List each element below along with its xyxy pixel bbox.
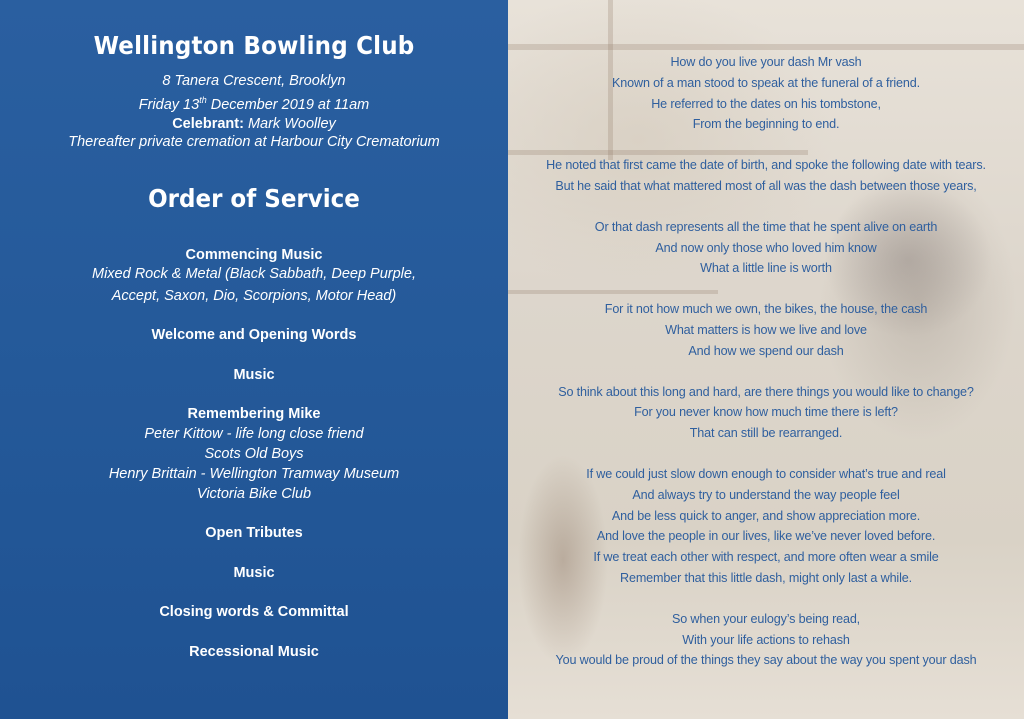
- poem-line: Remember that this little dash, might only last a while.: [620, 570, 912, 585]
- speaker: Peter Kittow - life long close friend: [144, 426, 364, 442]
- poem-line: If we treat each other with respect, and more often wear a smile: [593, 550, 939, 565]
- dash-poem: [508, 52, 1024, 691]
- poem-line: And now only those who loved him know: [655, 240, 877, 255]
- poem-line: For you never know how much time there is left?: [634, 405, 898, 420]
- poem-stanza: [508, 52, 1024, 135]
- poem-line: How do you live your dash Mr vash: [670, 55, 862, 69]
- order-of-service-panel: [0, 0, 508, 719]
- poem-line: You would be proud of the things they say about the way you spent your dash: [555, 653, 977, 668]
- poem-panel: [508, 0, 1024, 719]
- poem-stanza: [508, 609, 1024, 671]
- commencing-music: Commencing Music: [185, 247, 323, 263]
- commencing-music-detail: Accept, Saxon, Dio, Scorpions, Motor Head): [111, 288, 397, 304]
- closing-item: Closing words & Committal: [159, 604, 349, 620]
- order-of-service-title: Order of Service: [148, 184, 360, 213]
- poem-line: He referred to the dates on his tombstone,: [651, 96, 881, 111]
- poem-stanza: [508, 155, 1024, 197]
- club-title: Wellington Bowling Club: [93, 31, 415, 60]
- poem-line: Or that dash represents all the time that he spent alive on earth: [594, 219, 938, 234]
- poem-line: So when your eulogy’s being read,: [671, 611, 861, 626]
- poem-line: For it not how much we own, the bikes, the house, the cash: [604, 302, 928, 317]
- open-tributes-item: Open Tributes: [205, 525, 303, 541]
- poem-line: With your life actions to rehash: [682, 632, 850, 647]
- poem-line: And be less quick to anger, and show appreciation more.: [611, 508, 921, 523]
- poem-line: He noted that first came the date of birth, and spoke the following date with tears.: [546, 158, 986, 173]
- remembering-heading: Remembering Mike: [187, 406, 321, 422]
- music-item: Music: [233, 565, 275, 581]
- background-shelf: [508, 44, 1024, 50]
- speaker: Scots Old Boys: [204, 446, 304, 462]
- poem-line: So think about this long and hard, are there things you would like to change?: [558, 384, 974, 399]
- music-item: Music: [233, 367, 275, 383]
- poem-line: And love the people in our lives, like we’ve never loved before.: [596, 529, 936, 544]
- poem-line: And how we spend our dash: [688, 343, 844, 358]
- venue-address: 8 Tanera Crescent, Brooklyn: [162, 73, 346, 89]
- service-date: Friday 13th December 2019 at 11am: [138, 95, 370, 113]
- recessional-item: Recessional Music: [189, 644, 319, 660]
- poem-line: From the beginning to end.: [692, 117, 840, 132]
- poem-line: What matters is how we live and love: [665, 322, 867, 337]
- poem-line: Known of a man stood to speak at the funeral of a friend.: [612, 75, 920, 90]
- cremation-note: Thereafter private cremation at Harbour City Crematorium: [68, 134, 440, 150]
- poem-stanza: [508, 217, 1024, 279]
- welcome-item: Welcome and Opening Words: [151, 327, 357, 343]
- poem-stanza: [508, 464, 1024, 589]
- speaker: Henry Brittain - Wellington Tramway Museum: [108, 466, 400, 482]
- poem-stanza: [508, 299, 1024, 361]
- poem-line: And always try to understand the way people feel: [632, 487, 900, 502]
- poem-line: What a little line is worth: [700, 261, 832, 276]
- poem-line: That can still be rearranged.: [689, 426, 843, 441]
- speaker: Victoria Bike Club: [196, 486, 312, 502]
- poem-line: But he said that what mattered most of all was the dash between those years,: [555, 178, 977, 193]
- celebrant: Celebrant: Mark Woolley: [172, 116, 336, 132]
- commencing-music-detail: Mixed Rock & Metal (Black Sabbath, Deep Purple,: [92, 266, 416, 282]
- poem-stanza: [508, 382, 1024, 444]
- poem-line: If we could just slow down enough to consider what’s true and real: [586, 466, 946, 481]
